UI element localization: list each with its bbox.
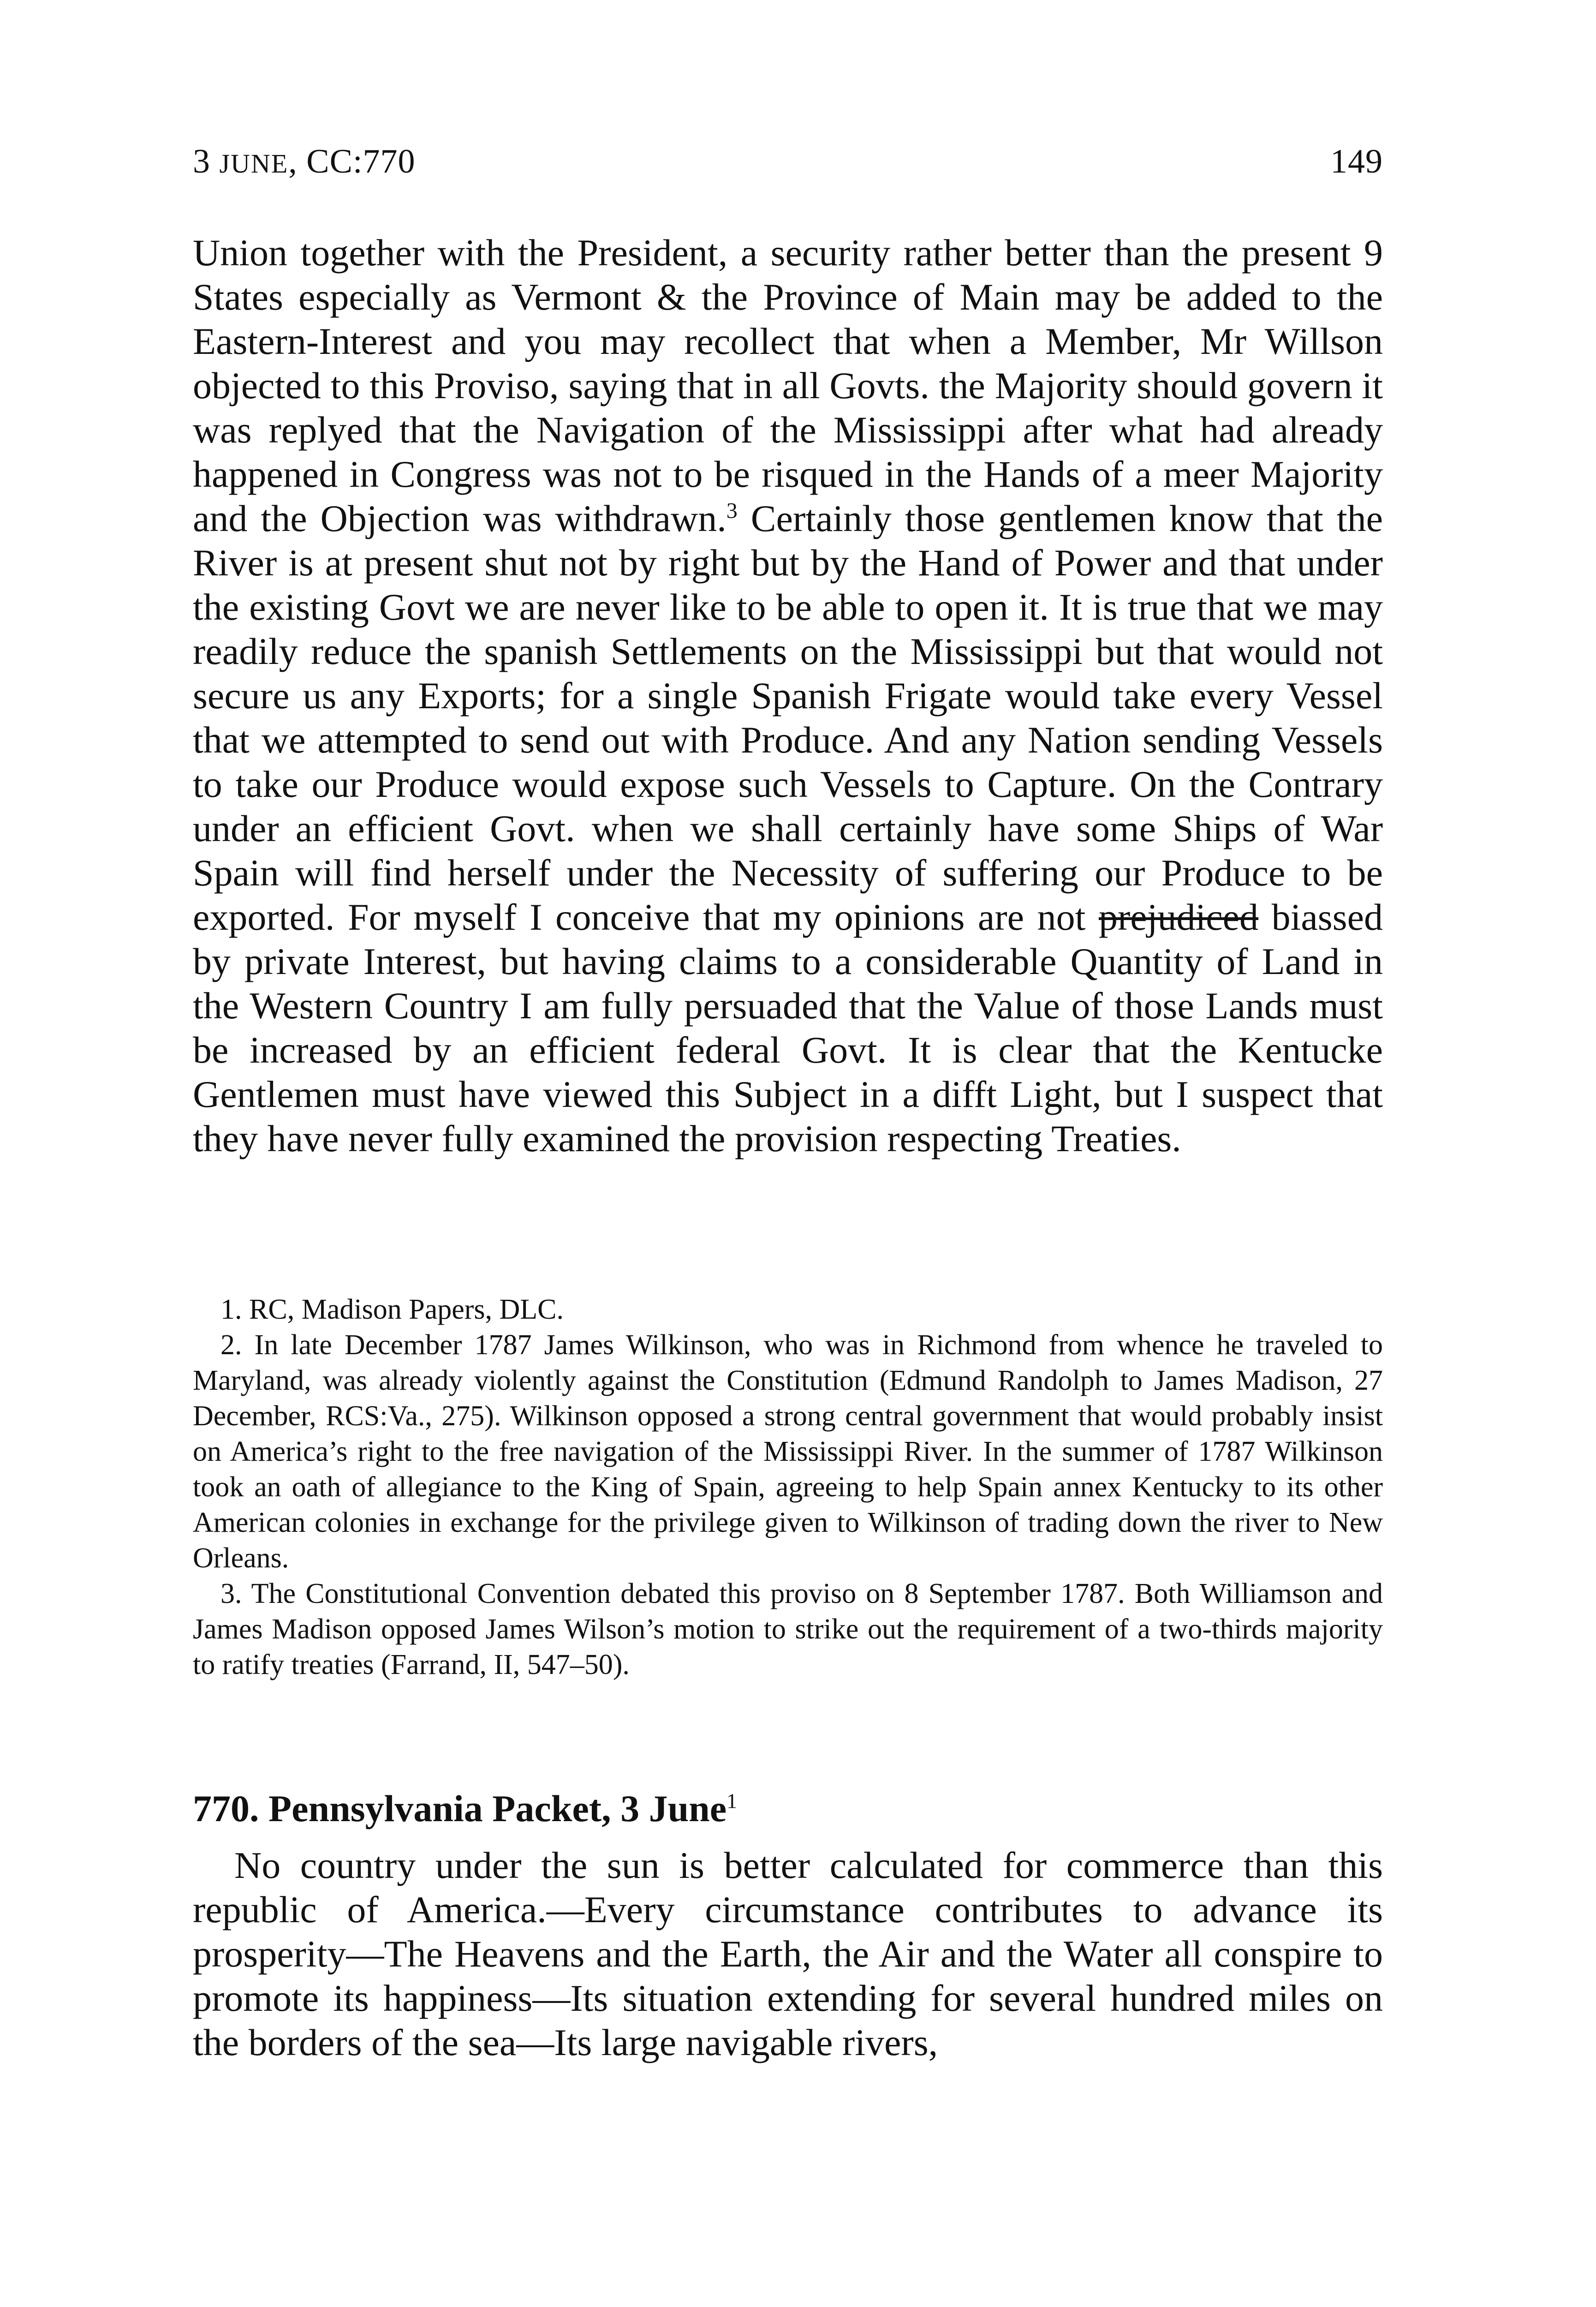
running-head-date-day: 3 <box>193 143 210 180</box>
document-heading <box>193 1786 1383 1832</box>
running-head-month: JUNE <box>219 149 289 179</box>
document-text <box>193 1843 1383 2065</box>
letter-text-part-1: Union together with the President, a security rather better than the present 9 States especially as Vermont & the Province of Main may be added to the Eastern-Interest and you may recollect that when a Member, Mr Willson objected to this Proviso, saying that in all Govts. the Majority should govern it was replyed that the Navigation of the Mississippi after what had already happened in Congress was not to be risqued in the Hands of a meer Majority and the Objection was withdrawn. <box>193 232 1383 539</box>
running-head <box>193 138 1383 187</box>
footnote-3: 3. The Constitutional Convention debated this proviso on 8 September 1787. Both Williamson and James Madison opposed James Wilson’s motion to strike out the requirement of a two-thirds majority to ratify treaties (Farrand, II, 547–50). <box>193 1578 1383 1680</box>
struck-word: prejudiced <box>1098 896 1259 938</box>
letter-text <box>193 231 1383 1161</box>
footnote-2: 2. In late December 1787 James Wilkinson, who was in Richmond from whence he traveled to Maryland, was already violently against the Constitution (Edmund Randolph to James Madison, 27 December, RCS:Va., 275). Wilkinson opposed a strong central government that would probably insist on America’s right to the free navigation of the Mississippi River. In the summer of 1787 Wilkinson took an oath of allegiance to the King of Spain, agreeing to help Spain annex Kentucky to its other American colonies in exchange for the privilege given to Wilkinson of trading down the river to New Orleans. <box>193 1329 1383 1574</box>
document-paragraph: No country under the sun is better calculated for commerce than this republic of America.—Every circumstance contributes to advance its prosperity—The Heavens and the Earth, the Air and the Water all conspire to promote its happiness—Its situation extending for several hundred miles on the borders of the sea—Its large navigable rivers, <box>193 1844 1383 2063</box>
document-heading-title: 770. Pennsylvania Packet, 3 June <box>193 1787 727 1829</box>
letter-paragraph <box>193 231 1383 1161</box>
footnote-marker-3: 3 <box>726 498 738 523</box>
document-heading-note-marker: 1 <box>727 1789 738 1813</box>
letter-text-part-2: Certainly those gentlemen know that the River is at present shut not by right but by the Hand of Power and that under the existing Govt we are never like to be able to open it. It is true that we may readily reduce the spanish Settlements on the Mississippi but that would not secure us any Exports; for a single Spanish Frigate would take every Vessel that we attempted to send out with Produce. And any Nation sending Vessels to take our Produce would expose such Vessels to Capture. On the Contrary under an efficient Govt. when we shall certainly have some Ships of War Spain will find herself under the Necessity of suffering our Produce to be exported. For myself I conceive that my opinions are not <box>193 497 1383 938</box>
letter-text-part-3: biassed by private Interest, but having claims to a considerable Quantity of Land in the Western Country I am fully persuaded that the Value of those Lands must be increased by an efficient federal Govt. It is clear that the Kentucke Gentlemen must have viewed this Subject in a difft Light, but I suspect that they have never fully examined the provision respecting Treaties. <box>193 896 1383 1159</box>
footnote-1: 1. RC, Madison Papers, DLC. <box>220 1294 564 1325</box>
running-head-document-ref: , CC:770 <box>288 143 416 180</box>
running-head-left <box>193 138 416 187</box>
footnotes <box>193 1292 1383 1683</box>
page-number: 149 <box>1330 143 1383 180</box>
